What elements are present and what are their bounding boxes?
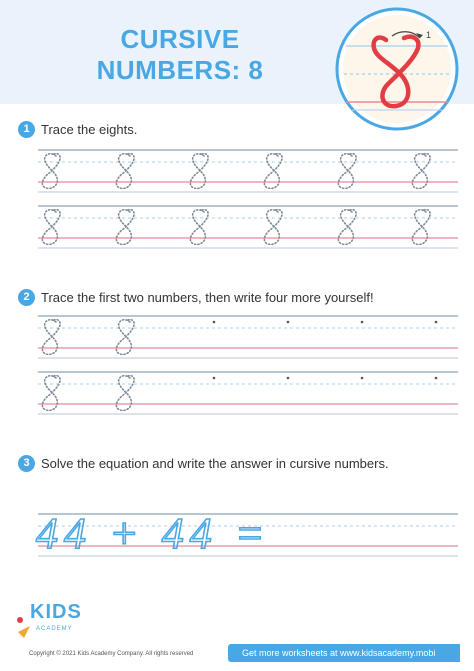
svg-text:KIDS: KIDS [30,601,82,623]
tracing-eight [190,210,208,245]
start-dot [213,321,216,324]
tracing-eight [42,154,60,189]
start-dot [361,321,364,324]
tracing-eight [116,210,134,245]
tracing-eight [116,154,134,189]
svg-text:ACADEMY: ACADEMY [36,626,73,632]
tracing-eight [116,320,134,355]
tracing-eight [338,210,356,245]
step-1-number: 1 [18,121,35,138]
tracing-eight [264,154,282,189]
step-3-number: 3 [18,455,35,472]
tracing-eight [264,210,282,245]
title-line-1: CURSIVE [120,24,240,54]
footer [0,578,474,671]
tracing-eight [412,154,430,189]
tracing-eight [116,376,134,411]
start-dot [287,377,290,380]
start-dot [435,377,438,380]
tracing-eight [338,154,356,189]
step-2-number: 2 [18,289,35,306]
equation-text: 44 + 44 = [36,509,271,558]
start-dot [287,321,290,324]
start-dot [213,377,216,380]
kids-academy-logo [10,586,100,646]
more-worksheets-link[interactable] [228,644,460,662]
copyright-text: Copyright © 2021 Kids Academy Company. All rights reserved [29,651,194,657]
start-dot [435,321,438,324]
tracing-eight [42,210,60,245]
step-1-text: Trace the eights. [41,121,138,137]
tracing-eight [42,376,60,411]
start-dot [361,377,364,380]
badge-stroke-number: 1 [426,30,432,40]
step-3-text: Solve the equation and write the answer in cursive numbers. [41,455,389,471]
tracing-eight [190,154,208,189]
step-2-rows [38,316,458,414]
step-1-rows [38,150,458,248]
title-line-2: NUMBERS: 8 [96,55,264,85]
tracing-eight [42,320,60,355]
step-2-text: Trace the first two numbers, then write four more yourself! [41,289,374,305]
more-worksheets-text: Get more worksheets at www.kidsacademy.mobi [242,648,436,658]
tracing-eight [412,210,430,245]
